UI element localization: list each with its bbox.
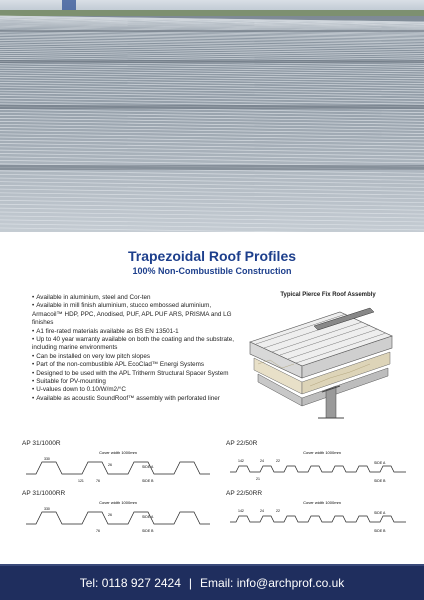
dimension-label: 142: [238, 459, 244, 463]
profile-drawing: [22, 498, 214, 538]
profile-label: AP 22/50R: [226, 440, 258, 447]
profile-label: AP 31/1000R: [22, 440, 61, 447]
dimension-label: 26: [108, 463, 112, 467]
profile-ap22-50r: [226, 440, 418, 490]
feature-item: • Available as acoustic SoundRoof™ assembly with perforated liner: [32, 394, 220, 402]
dimension-label: 121: [78, 479, 84, 483]
profile-ap31-1000rr: [22, 490, 214, 540]
dimension-label: 22: [276, 459, 280, 463]
feature-item: • Part of the non-combustible APL EcoClad™ Energi Systems: [32, 361, 204, 369]
cover-width-label: Cover width 1000mm: [303, 500, 341, 505]
feature-item: • A1 fire-rated materials available as BS EN 13501-1: [32, 327, 179, 335]
contact-footer: [0, 566, 424, 600]
feature-item: • Suitable for PV-mounting: [32, 378, 106, 386]
side-label: SIDE A: [142, 515, 154, 519]
cover-width-label: Cover width 1000mm: [99, 500, 137, 505]
dimension-label: 330: [44, 507, 50, 511]
roof-photo: [0, 0, 424, 232]
feature-item: • Designed to be used with the APL Tritherm Structural Spacer System: [32, 369, 229, 377]
dimension-label: 330: [44, 457, 50, 461]
profile-drawing: [22, 448, 214, 488]
profile-drawing: [226, 448, 418, 488]
page-subtitle: 100% Non-Combustible Construction: [132, 266, 292, 276]
dimension-label: 24: [260, 459, 264, 463]
side-label: SIDE B: [374, 529, 386, 533]
profile-ap31-1000r: [22, 440, 214, 490]
side-label: SIDE B: [142, 479, 154, 483]
dimension-label: 76: [96, 479, 100, 483]
feature-list: [32, 294, 240, 403]
dimension-label: 26: [108, 513, 112, 517]
cover-width-label: Cover width 1000mm: [99, 450, 137, 455]
footer-separator: |: [188, 576, 193, 590]
roof-assembly-diagram: [240, 302, 400, 425]
feature-item: • U-values down to 0.10/W/m2/°C: [32, 386, 126, 394]
profile-label: AP 22/50RR: [226, 490, 263, 497]
profile-label: AP 31/1000RR: [22, 490, 66, 497]
cover-width-label: Cover width 1000mm: [303, 450, 341, 455]
dimension-label: 142: [238, 509, 244, 513]
side-label: SIDE A: [374, 461, 386, 465]
feature-item: • Available in mill finish aluminium, stucco embossed aluminium, Armacoil™ HDP, PPC, Anodised, PUF, APL PUF ARS, PRISMA and LG finishes: [32, 302, 232, 327]
side-label: SIDE B: [142, 529, 154, 533]
profile-drawing: [226, 498, 418, 538]
side-label: SIDE B: [374, 479, 386, 483]
dimension-label: 21: [256, 477, 260, 481]
dimension-label: 76: [96, 529, 100, 533]
dimension-label: 24: [260, 509, 264, 513]
phone-link[interactable]: Tel: 0118 927 2424: [79, 576, 181, 590]
page-title: Trapezoidal Roof Profiles: [127, 248, 297, 264]
profile-ap22-50rr: [226, 490, 418, 540]
feature-item: • Up to 40 year warranty available on both the coating and the substrate, including marine environments: [32, 336, 234, 352]
feature-item: • Available in aluminium, steel and Cor-ten: [32, 294, 151, 301]
feature-item: • Can be installed on very low pitch slopes: [32, 352, 150, 360]
side-label: SIDE A: [142, 465, 154, 469]
email-link[interactable]: Email: info@archprof.co.uk: [200, 576, 345, 590]
dimension-label: 22: [276, 509, 280, 513]
side-label: SIDE A: [374, 511, 386, 515]
assembly-title: Typical Pierce Fix Roof Assembly: [280, 292, 376, 298]
